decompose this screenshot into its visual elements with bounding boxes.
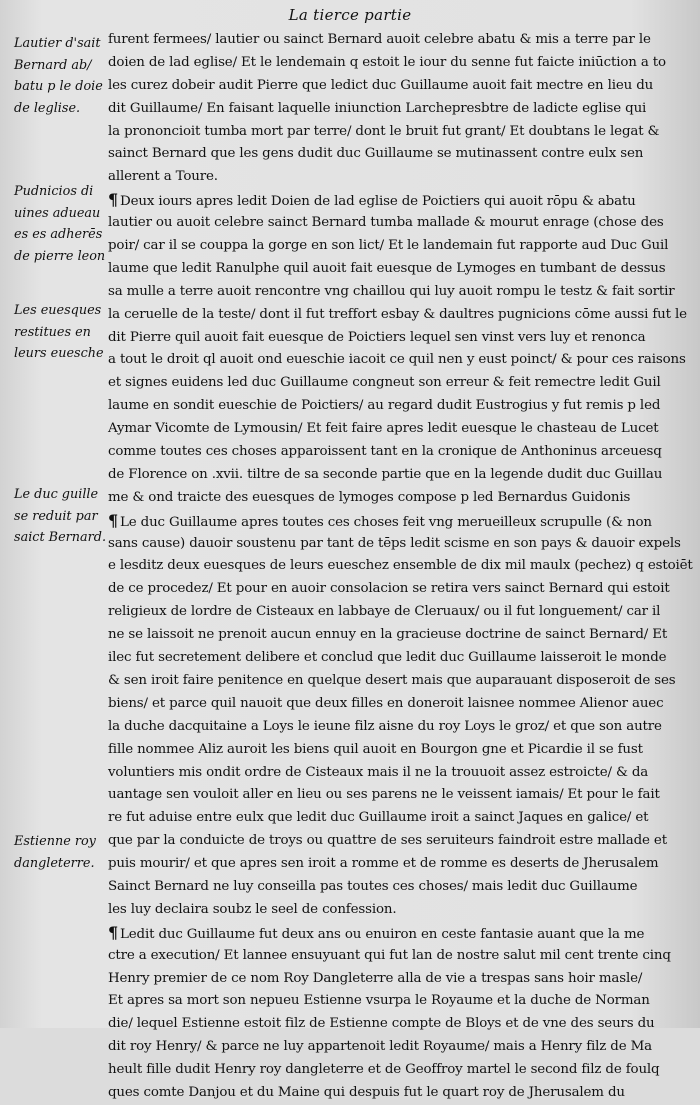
line-text: puis mourir/ et que apres sen iroit a romme et de romme es deserts de Jherusalem: [108, 856, 659, 872]
line-text: me & ond traicte des euesques de lymoges compose p led Bernardus Guidonis: [108, 489, 631, 505]
body-line: [108, 372, 661, 395]
body-line: [108, 830, 667, 853]
line-text: laume en sondit eueschie de Poictiers/ au regard dudit Eustrogius y fut remis p led: [108, 398, 661, 414]
line-text: die/ lequel Estienne estoit filz de Estienne compte de Bloys et de vne des seurs du: [108, 1016, 655, 1032]
line-text: Et apres sa mort son nepueu Estienne vsurpa le Royaume et la duche de Norman: [108, 993, 650, 1009]
line-text: biens/ et parce quil nauoit que deux filles en doneroit laisnee nommee Alienor auec: [108, 695, 664, 711]
body-line: [108, 235, 669, 258]
body-line: [108, 739, 643, 762]
body-line: [108, 899, 634, 922]
body-line: [108, 990, 650, 1013]
body-line: [108, 555, 693, 578]
line-text: ilec fut secretement delibere et conclud que ledit duc Guillaume laisseroit le monde: [108, 650, 667, 666]
body-line: [108, 52, 666, 75]
margin-note-line: saict Bernard.: [14, 530, 107, 545]
line-text: sainct Bernard que les gens dudit duc Guillaume se mutinassent contre eulx sen: [108, 146, 644, 162]
body-line: [108, 98, 647, 121]
line-text: sa mulle a terre auoit rencontre vng chaillou qui luy auoit rompu le testz & fait sortir: [108, 283, 675, 299]
line-text: les luy declaira soubz le seel de confession.: [108, 901, 397, 917]
body-line: [108, 487, 634, 510]
line-text: la ceruelle de la teste/ dont il fut treffort esbay & daultres pugnicions cōme aussi fut le: [108, 306, 687, 322]
line-text: a tout le droit ql auoit ond eueschie iacoit ce quil nen y eust poinct/ & pour ces raisons: [108, 352, 686, 368]
line-text: dit Pierre quil auoit fait euesque de Poictiers lequel sen vinst vers luy et renonca: [108, 329, 646, 345]
body-line: [108, 784, 660, 807]
paragraph-mark: ¶: [108, 922, 119, 942]
body-line: [108, 670, 676, 693]
body-line: [108, 189, 634, 212]
margin-note-euesques: [14, 300, 106, 365]
margin-note-estienne: [14, 831, 106, 874]
paragraph-mark: ¶: [108, 510, 119, 530]
body-line: [108, 418, 659, 441]
body-line: [108, 1013, 655, 1036]
body-line: [108, 762, 649, 785]
line-text: furent fermees/ lautier ou sainct Bernard auoit celebre abatu & mis a terre par le: [108, 32, 651, 47]
line-text: doien de lad eglise/ Et le lendemain q estoit le iour du senne fut faicte iniūction a to: [108, 54, 666, 70]
body-line: [108, 807, 649, 830]
line-text: comme toutes ces choses apparoissent tant en la cronique de Anthoninus arceuesq: [108, 444, 662, 460]
line-text: Sainct Bernard ne luy conseilla pas toutes ces choses/ mais ledit duc Guillaume: [108, 878, 638, 894]
body-line: [108, 624, 668, 647]
margin-note-line: de leglise.: [14, 100, 81, 116]
margin-note-line: leurs euesche: [14, 346, 104, 361]
line-text: heult fille dudit Henry roy dangleterre et de Geoffroy martel le second filz de foulq: [108, 1062, 660, 1078]
body-line: [108, 441, 662, 464]
line-text: la duche dacquitaine a Loys le ieune filz aisne du roy Loys le groz/ et que son autre: [108, 718, 662, 734]
body-line: [108, 1036, 652, 1059]
body-line: [108, 143, 644, 166]
body-line: [108, 510, 652, 533]
body-line: [108, 1082, 634, 1105]
margin-note-line: dangleterre.: [14, 855, 95, 871]
body-line: [108, 258, 666, 281]
body-line: [108, 716, 662, 739]
line-text: les curez dobeir audit Pierre que ledict duc Guillaume auoit fait mectre en lieu du: [108, 77, 654, 93]
body-line: [108, 349, 686, 372]
margin-note-line: restitues en: [14, 324, 91, 340]
body-line: [108, 281, 675, 304]
line-text: ques comte Danjou et du Maine qui despuis fut le quart roy de Jherusalem du: [108, 1084, 625, 1100]
body-line: [108, 693, 664, 716]
margin-note-line: uines adueau: [14, 205, 101, 221]
line-text: dit Guillaume/ En faisant laquelle iniunction Larchepresbtre de ladicte eglise qui: [108, 100, 647, 116]
line-text: et signes euidens led duc Guillaume congneut son erreur & feit remectre ledit Guil: [108, 375, 661, 391]
body-line: [108, 922, 645, 945]
line-text: ne se laissoit ne prenoit aucun ennuy en la gracieuse doctrine de sainct Bernard/ Et: [108, 627, 668, 643]
line-text: Aymar Vicomte de Lymousin/ Et feit faire apres ledit euesque le chasteau de Lucet: [108, 421, 659, 437]
body-line: [108, 945, 671, 968]
body-line: [108, 121, 660, 144]
body-line: [108, 29, 651, 52]
line-text: dit roy Henry/ & parce ne luy appartenoit ledit Royaume/ mais a Henry filz de Ma: [108, 1039, 652, 1055]
line-text: la prononcioit tumba mort par terre/ dont le bruit fut grant/ Et doubtans le legat &: [108, 123, 660, 139]
body-line: [108, 578, 670, 601]
line-text: & sen iroit faire penitence en quelque desert mais que auparauant disposeroit de ses: [108, 672, 676, 688]
body-line: [108, 968, 643, 991]
body-line: [108, 1059, 660, 1082]
line-text: lautier ou auoit celebre sainct Bernard tumba mallade & mourut enrage (chose des: [108, 215, 664, 231]
line-text: Le duc Guillaume apres toutes ces choses feit vng merueilleux scrupulle (& non: [120, 514, 652, 530]
line-text: Deux iours apres ledit Doien de lad eglise de Poictiers qui auoit rōpu & abatu: [120, 194, 636, 210]
running-head: La tierce partie: [288, 6, 412, 24]
margin-note-line: Les euesques: [14, 303, 102, 318]
line-text: re fut aduise entre eulx que ledit duc Guillaume iroit a sainct Jaques en galice/ et: [108, 810, 649, 826]
body-line: [108, 464, 663, 487]
body-line: [108, 533, 681, 556]
body-line: [108, 212, 664, 235]
body-line: [108, 166, 634, 189]
margin-note-line: de pierre leon: [14, 248, 106, 264]
body-line: [108, 876, 638, 899]
margin-note-punicions: [14, 181, 106, 267]
line-text: fille nommee Aliz auroit les biens quil auoit en Bourgon gne et Picardie il se fust: [108, 741, 643, 757]
line-text: que par la conduicte de troys ou quattre de ses seruiteurs faindroit estre mallade et: [108, 833, 667, 849]
line-text: poir/ car il se couppa la gorge en son lict/ Et le landemain fut rapporte aud Duc Guil: [108, 238, 669, 254]
margin-note-line: Pudnicios di: [14, 184, 94, 199]
line-text: ctre a execution/ Et lannee ensuyuant qui fut lan de nostre salut mil cent trente cinq: [108, 947, 671, 963]
margin-note-lautier: [14, 33, 106, 119]
margin-note-line: Bernard ab/: [14, 57, 92, 73]
body-line: [108, 304, 687, 327]
body-line: [108, 853, 659, 876]
margin-note-line: Le duc guille: [14, 487, 99, 502]
line-text: de ce procedez/ Et pour en auoir consolacion se retira vers sainct Bernard qui estoit: [108, 581, 670, 597]
line-text: allerent a Toure.: [108, 169, 218, 185]
line-text: laume que ledit Ranulphe quil auoit fait euesque de Lymoges en tumbant de dessus: [108, 260, 666, 276]
body-line: [108, 327, 646, 350]
line-text: de Florence on .xvii. tiltre de sa seconde partie que en la legende dudit duc Guillau: [108, 466, 663, 482]
margin-note-duc: [14, 484, 106, 549]
line-text: religieux de lordre de Cisteaux en labbaye de Cleruaux/ ou il fut longuement/ car il: [108, 604, 661, 620]
line-text: uantage sen vouloit aller en lieu ou ses parens ne le veissent iamais/ Et pour le fait: [108, 787, 660, 803]
line-text: Ledit duc Guillaume fut deux ans ou enuiron en ceste fantasie auant que la me: [120, 926, 645, 942]
body-line: [108, 601, 661, 624]
margin-note-line: Lautier d'sait: [14, 36, 101, 51]
body-line: [108, 75, 654, 98]
line-text: sans cause) dauoir soustenu par tant de tēps ledit scisme en son pays & dauoir expels: [108, 535, 681, 551]
margin-note-line: batu p le doie: [14, 79, 103, 94]
line-text: voluntiers mis ondit ordre de Cisteaux mais il ne la trouuoit assez estroicte/ & da: [108, 764, 649, 780]
body-line: [108, 647, 667, 670]
body-text: [108, 29, 693, 1105]
margin-note-line: es es adherēs: [14, 227, 103, 242]
line-text: e lesditz deux euesques de leurs eueschez ensemble de dix mil maulx (pechez) q estoiēt: [108, 558, 693, 574]
line-text: Henry premier de ce nom Roy Dangleterre alla de vie a trespas sans hoir masle/: [108, 970, 643, 986]
margin-note-line: Estienne roy: [14, 834, 96, 849]
body-line: [108, 395, 661, 418]
margin-note-line: se reduit par: [14, 508, 98, 524]
paragraph-mark: ¶: [108, 190, 119, 210]
